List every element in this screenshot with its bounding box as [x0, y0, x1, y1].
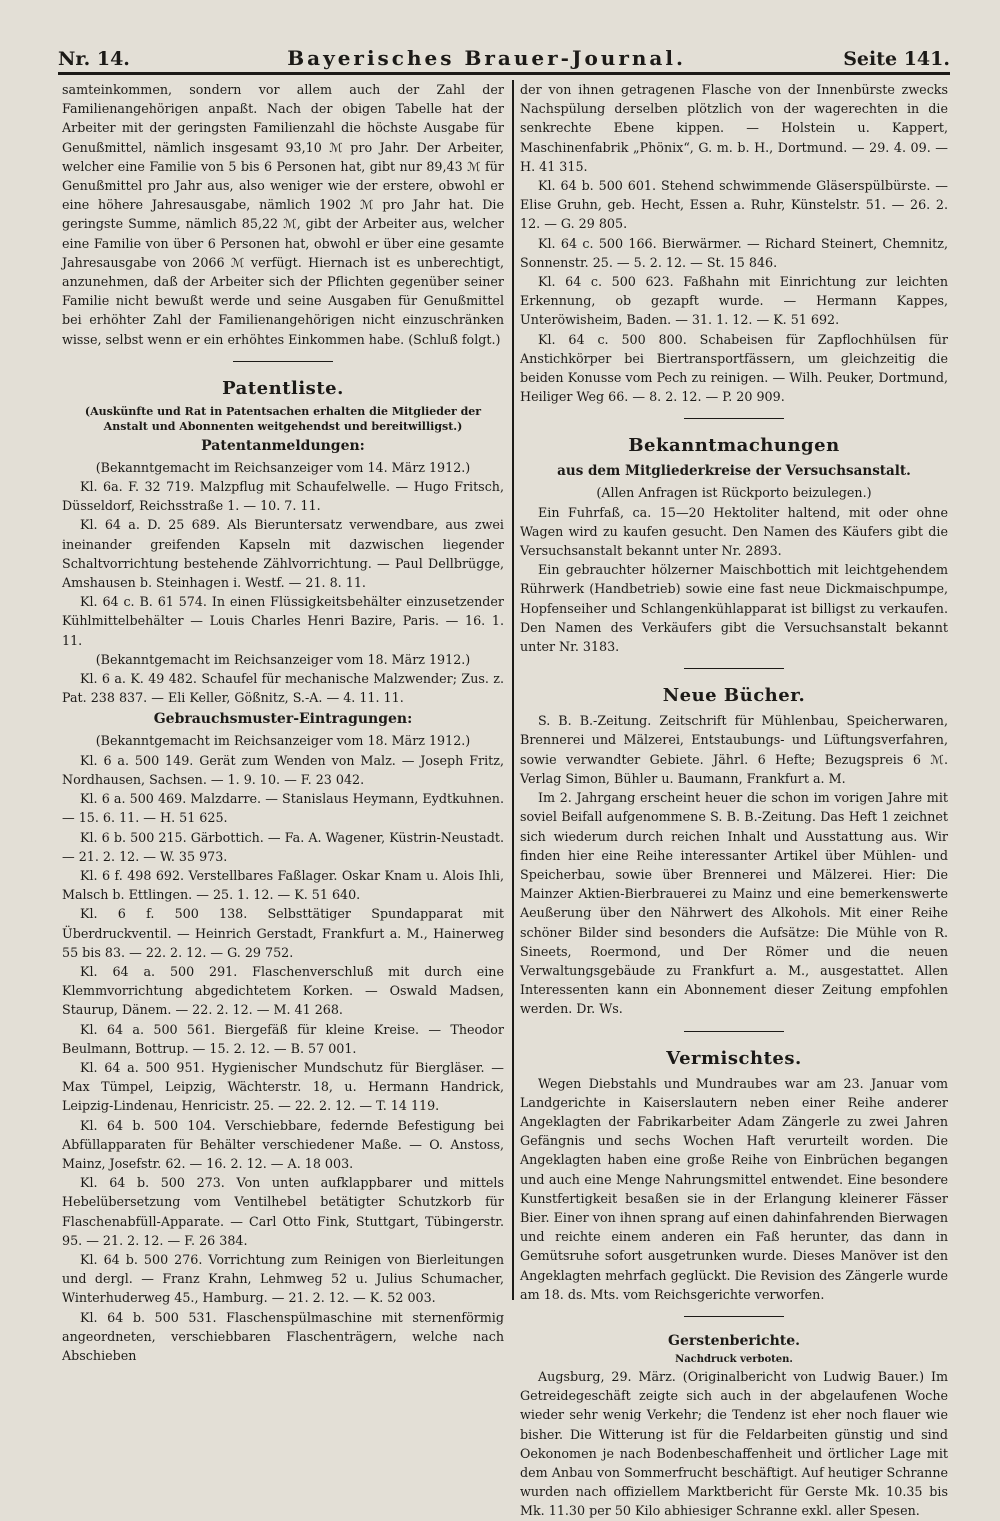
patent-entry: Kl. 64 c. 500 166. Bierwärmer. — Richard Steinert, Chemnitz, Sonnenstr. 25. — 5. 2. 12. — St. 15 846.: [520, 235, 948, 270]
page-number: Seite 141.: [843, 48, 950, 70]
separator: [684, 418, 784, 419]
bekannt-note: (Bekanntgemacht im Reichsanzeiger vom 18. März 1912.): [95, 733, 471, 749]
patent-entry: Kl. 6 a. K. 49 482. Schaufel für mechanische Malzwender; Zus. z. Pat. 238 837. — Eli Keller, Gößnitz, S.-A. — 4. 11. 11.: [62, 671, 504, 706]
bekannt-note: (Bekanntgemacht im Reichsanzeiger vom 18. März 1912.): [95, 651, 471, 667]
issue-number: Nr. 14.: [58, 48, 130, 70]
page-header: [58, 40, 950, 70]
article-continuation: samteinkommen, sondern vor allem auch der Zahl der Familienangehörigen anpaßt. Nach der obigen Tabelle hat der Arbeiter mit der geringsten Familienzahl die höchste Ausgabe für Genußmittel, nämlich insgesamt 93,10 ℳ pro Jahr. Der Arbeiter, welcher eine Familie von 5 bis 6 Personen hat, gibt nur 89,43 ℳ für Genußmittel pro Jahr aus, also weniger wie der erstere, obwohl er eine höhere Jahresausgabe, nämlich 1902 ℳ pro Jahr hat. Die geringste Summe, nämlich 85,22 ℳ, gibt der Arbeiter aus, welcher eine Familie von über 6 Personen hat, obwohl er über eine gesamte Jahresausgabe von 2066 ℳ verfügt. Hiernach ist es unberechtigt, anzunehmen, daß der Arbeiter sich der Pflichten gegenüber seiner Familie nicht bewußt werde und seine Ausgaben für Genußmittel bei erhöhter Zahl der Familienangehörigen nicht einzuschränken wisse, selbst wenn er ein erhöhtes Einkommen habe. (Schluß folgt.): [62, 82, 504, 347]
patent-entry: Kl. 64 b. 500 276. Vorrichtung zum Reinigen von Bierleitungen und dergl. — Franz Krahn, Lehmweg 52 u. Julius Schumacher, Winterhuderweg 45., Hamburg. — 21. 2. 12. — K. 52 003.: [62, 1251, 504, 1306]
patent-entry: Kl. 64 b. 500 531. Flaschenspülmaschine mit sternenförmig angeordneten, verschiebbaren Flaschenträgern, welche nach Abschieben: [62, 1309, 504, 1363]
separator: [684, 668, 784, 669]
patent-entry: Kl. 64 b. 500 273. Von unten aufklappbarer und mittels Hebelübersetzung vom Ventilhebel betätigter Schutzkorb für Flaschenabfüll-Apparate. — Carl Otto Fink, Stuttgart, Tübingerstr. 95. — 21. 2. 12. — F. 26 384.: [62, 1175, 504, 1248]
patent-entry: Kl. 64 c. 500 623. Faßhahn mit Einrichtung zur leichten Erkennung, ob gezapft wurde. — Hermann Kappes, Unteröwisheim, Baden. — 31. 1. 12. — K. 51 692.: [520, 274, 948, 328]
patent-entry: der von ihnen getragenen Flasche von der Innenbürste zwecks Nachspülung derselben plötzlich von der wagerechten in die senkrechte Ebene kippen. — Holstein u. Kappert, Maschinenfabrik „Phönix“, G. m. b. H., Dortmund. — 29. 4. 09. — H. 41 315.: [520, 82, 948, 174]
report-text: Augsburg, 29. März. (Originalbericht von Ludwig Bauer.) Im Getreidegeschäft zeigte sich auch in der abgelaufenen Woche wieder sehr wenig Verkehr; die Tendenz ist eher noch flauer wie bisher. Die Witterung ist für die Feldarbeiten günstig und sind Oekonomen je nach Bodenbeschaffenheit und örtlicher Lage mit dem Anbau von Sommerfrucht beschäftigt. Auf heutiger Schranne wurden nach offiziellem Marktbericht für Gerste Mk. 10.35 bis Mk. 11.30 per 50 Kilo abhiesiger Schranne exkl. aller Spesen.: [520, 1368, 948, 1519]
separator: [684, 1031, 784, 1032]
gersten-title: Gerstenberichte.: [667, 1332, 800, 1349]
header-rule: [58, 72, 950, 75]
patent-entry: Kl. 64 c. 500 800. Schabeisen für Zapflochhülsen für Anstichkörper bei Biertransportfässern, um gleichzeitig die beiden Konusse vom Pech zu reinigen. — Wilh. Peuker, Dortmund, Heiliger Weg 66. — 8. 2. 12. — P. 20 909.: [520, 331, 948, 405]
patent-title: Patentliste.: [222, 377, 344, 399]
bekannt-note: (Bekanntgemacht im Reichsanzeiger vom 14. März 1912.): [95, 459, 471, 475]
patent-entry: Kl. 64 a. D. 25 689. Als Bieruntersatz verwendbare, aus zwei ineinander greifenden Kapseln mit dazwischen liegender Schaltvorrichtung bestehende Zählvorrichtung. — Paul Dellbrügge, Amshausen b. Steinhagen i. Westf. — 21. 8. 11.: [62, 517, 504, 591]
vermischtes-title: Vermischtes.: [666, 1047, 802, 1069]
bekanntmachungen-subtitle: aus dem Mitgliederkreise der Versuchsanstalt.: [557, 463, 911, 480]
patent-entry: Kl. 64 b. 500 601. Stehend schwimmende Gläserspülbürste. — Elise Gruhn, geb. Hecht, Essen a. Ruhr, Künstelstr. 51. — 26. 2. 12. — G. 29 805.: [520, 178, 948, 232]
patent-note: (Auskünfte und Rat in Patentsachen erhalten die Mitglieder der Anstalt und Abonnenten weitgehendst und bereitwilligst.): [84, 404, 482, 433]
gebrauch-title: Gebrauchsmuster-Eintragungen:: [153, 711, 413, 728]
patent-entry: Kl. 64 c. B. 61 574. In einen Flüssigkeitsbehälter einzusetzender Kühlmittelbehälter — Louis Charles Henri Bazire, Paris. — 16. 1. 11.: [62, 594, 504, 648]
notice-text: Ein gebrauchter hölzerner Maischbottich mit leichtgehendem Rührwerk (Handbetrieb) sowie eine fast neue Dickmaischpumpe, Hopfenseiher und Schlangenkühlapparat ist billigst zu verkaufen. Den Namen des Verkäufers gibt die Versuchsanstalt bekannt unter Nr. 3183.: [520, 562, 948, 655]
book-text: Im 2. Jahrgang erscheint heuer die schon im vorigen Jahre mit soviel Beifall aufgenommene S. B. B.-Zeitung. Das Heft 1 zeichnet sich wiederum durch reichen Inhalt und Ausstattung aus. Wir finden hier eine Reihe interessanter Artikel über Mühlen- und Speicherbau, sowie über Brennerei und Mälzerei. Hier: Die Mainzer Aktien-Bierbrauerei zu Mainz und eine bemerkenswerte Aeußerung über den Nährwert des Alkohols. Mit einer Reihe schöner Bilder sind besonders die Aufsätze: Die Mühle von R. Sineets, Roermond, und Der Römer und die neuen Verwaltungsgebäude zu Frankfurt a. M., ausgestattet. Allen Interessenten kann ein Abonnement dieser Zeitung empfohlen werden. Dr. Ws.: [520, 790, 948, 1017]
journal-title: Bayerisches Brauer-Journal.: [287, 46, 686, 70]
gersten-note: Nachdruck verboten.: [675, 1353, 793, 1365]
patent-entry: Kl. 6a. F. 32 719. Malzpflug mit Schaufelwelle. — Hugo Fritsch, Düsseldorf, Reichsstraße 1. — 10. 7. 11.: [62, 479, 504, 514]
column-divider: [512, 80, 514, 1300]
separator: [233, 361, 333, 362]
book-text: S. B. B.-Zeitung. Zeitschrift für Mühlenbau, Speicherwaren, Brennerei und Mälzerei, Entstaubungs- und Lüftungsverfahren, sowie verwandter Gebiete. Jährl. 6 Hefte; Bezugspreis 6 ℳ. Verlag Simon, Bühler u. Baumann, Frankfurt a. M.: [520, 713, 948, 786]
bekanntmachungen-note: (Allen Anfragen ist Rückporto beizulegen.): [596, 485, 872, 501]
patent-entry: Kl. 6 a. 500 469. Malzdarre. — Stanislaus Heymann, Eydtkuhnen. — 15. 6. 11. — H. 51 625.: [62, 791, 504, 826]
right-column: [520, 80, 948, 1521]
patent-entry: Kl. 6 f. 500 138. Selbsttätiger Spundapparat mit Überdruckventil. — Heinrich Gerstadt, Frankfurt a. M., Hainerweg 55 bis 83. — 22. 2. 12. — G. 29 752.: [62, 906, 504, 960]
patent-entry: Kl. 64 a. 500 561. Biergefäß für kleine Kreise. — Theodor Beulmann, Bottrup. — 15. 2. 12. — B. 57 001.: [62, 1021, 504, 1056]
patent-entry: Kl. 6 a. 500 149. Gerät zum Wenden von Malz. — Joseph Fritz, Nordhausen, Sachsen. — 1. 9. 10. — F. 23 042.: [62, 752, 504, 787]
buecher-title: Neue Bücher.: [662, 685, 806, 707]
misc-text: Wegen Diebstahls und Mundraubes war am 23. Januar vom Landgerichte in Kaiserslautern neben einer Reihe anderer Angeklagten der Fabrikarbeiter Adam Zängerle zu zwei Jahren Gefängnis und sechs Wochen Haft verurteilt worden. Die Angeklagten haben eine große Reihe von Einbrüchen begangen und auch eine Menge Nahrungsmittel entwendet. Eine besondere Kunstfertigkeit besaßen sie in der Erlangung kleinerer Fässer Bier. Einer von ihnen sprang auf einen dahinfahrenden Bierwagen und reichte einem anderen ein Faß herunter, das dann in Gemütsruhe sofort ausgetrunken wurde. Dieses Manöver ist den Angeklagten mehrfach geglückt. Die Revision des Zängerle wurde am 18. ds. Mts. vom Reichsgerichte verworfen.: [520, 1075, 948, 1302]
left-column: [62, 80, 504, 1365]
bekanntmachungen-title: Bekanntmachungen: [628, 435, 840, 457]
separator: [684, 1316, 784, 1317]
patent-entry: Kl. 6 b. 500 215. Gärbottich. — Fa. A. Wagener, Küstrin-Neustadt. — 21. 2. 12. — W. 35 973.: [62, 829, 504, 864]
notice-text: Ein Fuhrfaß, ca. 15—20 Hektoliter haltend, mit oder ohne Wagen wird zu kaufen gesucht. Den Namen des Käufers gibt die Versuchsanstalt bekannt unter Nr. 2893.: [520, 504, 948, 559]
patent-entry: Kl. 64 b. 500 104. Verschiebbare, federnde Befestigung bei Abfüllapparaten für Behälter verschiedener Maße. — O. Anstoss, Mainz, Josefstr. 62. — 16. 2. 12. — A. 18 003.: [62, 1117, 504, 1171]
patent-entry: Kl. 64 a. 500 951. Hygienischer Mundschutz für Biergläser. — Max Tümpel, Leipzig, Wächterstr. 18, u. Hermann Handrick, Leipzig-Lindenau, Henricistr. 25. — 22. 2. 12. — T. 14 119.: [62, 1059, 504, 1114]
patent-entry: Kl. 6 f. 498 692. Verstellbares Faßlager. Oskar Knam u. Alois Ihli, Malsch b. Ettlingen. — 25. 1. 12. — K. 51 640.: [62, 867, 504, 903]
patent-entry: Kl. 64 a. 500 291. Flaschenverschluß mit durch eine Klemmvorrichtung abgedichtetem Korken. — Oswald Madsen, Staurup, Dänem. — 22. 2. 12. — M. 41 268.: [62, 963, 504, 1018]
anmeldungen-title: Patentanmeldungen:: [201, 437, 365, 454]
